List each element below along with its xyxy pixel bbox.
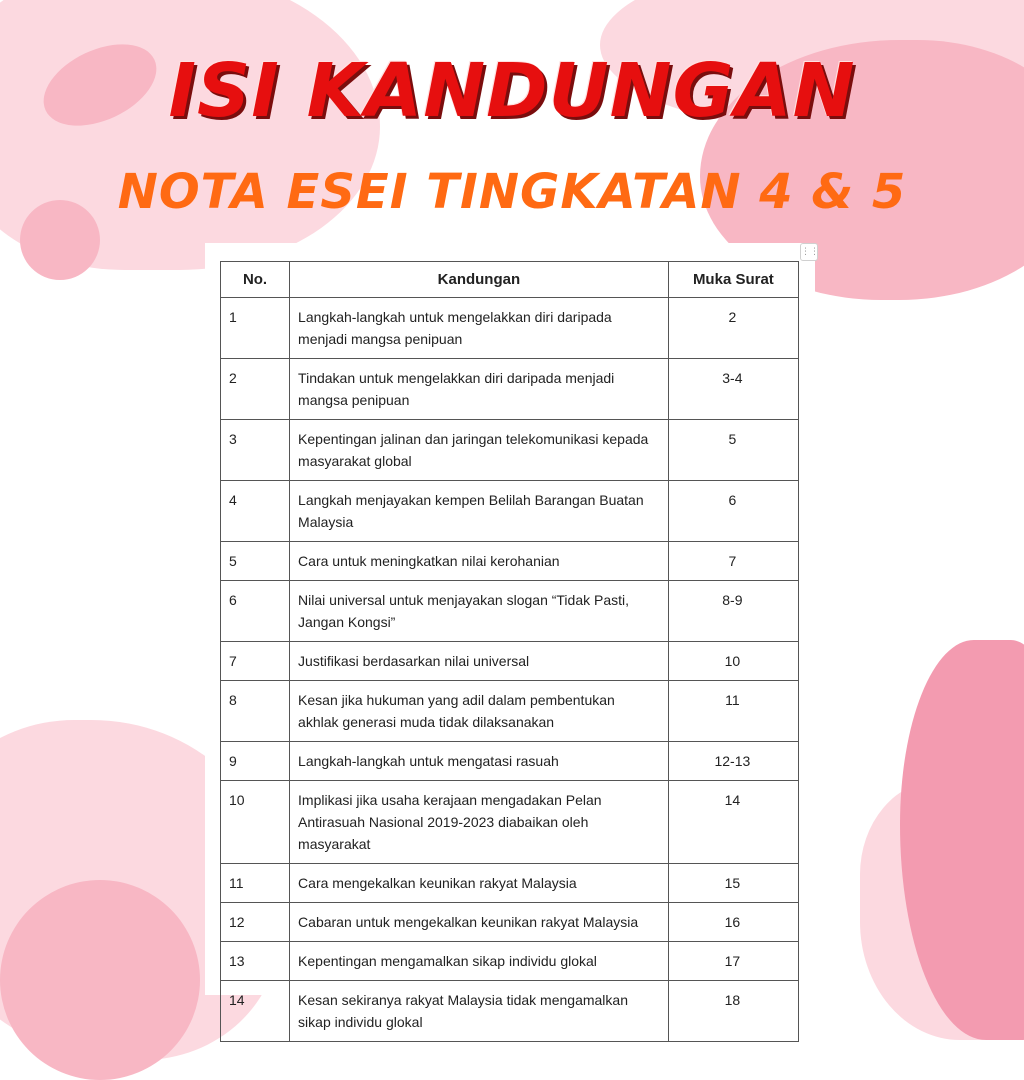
background-blob <box>0 880 200 1080</box>
table-row <box>221 481 799 542</box>
row-content: Nilai universal untuk menjayakan slogan “Tidak Pasti, Jangan Kongsi” <box>290 581 669 642</box>
table-row <box>221 681 799 742</box>
table-row <box>221 298 799 359</box>
table-row <box>221 359 799 420</box>
row-number: 10 <box>221 781 290 864</box>
row-number: 7 <box>221 642 290 681</box>
row-page: 15 <box>668 864 798 903</box>
row-page: 3-4 <box>668 359 798 420</box>
row-content: Langkah menjayakan kempen Belilah Barangan Buatan Malaysia <box>290 481 669 542</box>
row-content: Cabaran untuk mengekalkan keunikan rakyat Malaysia <box>290 903 669 942</box>
row-page: 2 <box>668 298 798 359</box>
row-number: 5 <box>221 542 290 581</box>
column-header-kandungan: Kandungan <box>290 262 669 298</box>
contents-table <box>220 261 799 1042</box>
row-page: 7 <box>668 542 798 581</box>
row-page: 6 <box>668 481 798 542</box>
row-number: 3 <box>221 420 290 481</box>
table-row <box>221 542 799 581</box>
row-content: Justifikasi berdasarkan nilai universal <box>290 642 669 681</box>
page-subtitle: NOTA ESEI TINGKATAN 4 & 5 <box>117 164 907 220</box>
table-row <box>221 864 799 903</box>
table-header-row <box>221 262 799 298</box>
row-content: Langkah-langkah untuk mengatasi rasuah <box>290 742 669 781</box>
row-number: 12 <box>221 903 290 942</box>
page-title: ISI KANDUNGAN <box>168 48 856 134</box>
row-content: Kesan jika hukuman yang adil dalam pembentukan akhlak generasi muda tidak dilaksanakan <box>290 681 669 742</box>
table-row <box>221 981 799 1042</box>
row-number: 6 <box>221 581 290 642</box>
row-number: 2 <box>221 359 290 420</box>
row-page: 12-13 <box>668 742 798 781</box>
row-page: 5 <box>668 420 798 481</box>
table-row <box>221 642 799 681</box>
row-content: Kesan sekiranya rakyat Malaysia tidak mengamalkan sikap individu glokal <box>290 981 669 1042</box>
table-row <box>221 420 799 481</box>
row-number: 9 <box>221 742 290 781</box>
row-page: 16 <box>668 903 798 942</box>
row-number: 14 <box>221 981 290 1042</box>
drag-handle-icon[interactable]: ⋮⋮ <box>800 243 818 261</box>
row-page: 18 <box>668 981 798 1042</box>
row-content: Kepentingan jalinan dan jaringan telekomunikasi kepada masyarakat global <box>290 420 669 481</box>
row-number: 1 <box>221 298 290 359</box>
row-content: Kepentingan mengamalkan sikap individu glokal <box>290 942 669 981</box>
row-number: 13 <box>221 942 290 981</box>
row-number: 4 <box>221 481 290 542</box>
table-row <box>221 742 799 781</box>
column-header-no: No. <box>221 262 290 298</box>
row-content: Tindakan untuk mengelakkan diri daripada menjadi mangsa penipuan <box>290 359 669 420</box>
row-content: Implikasi jika usaha kerajaan mengadakan Pelan Antirasuah Nasional 2019-2023 diabaikan oleh masyarakat <box>290 781 669 864</box>
table-row <box>221 781 799 864</box>
row-content: Cara mengekalkan keunikan rakyat Malaysia <box>290 864 669 903</box>
row-page: 17 <box>668 942 798 981</box>
row-number: 11 <box>221 864 290 903</box>
row-content: Cara untuk meningkatkan nilai kerohanian <box>290 542 669 581</box>
row-content: Langkah-langkah untuk mengelakkan diri daripada menjadi mangsa penipuan <box>290 298 669 359</box>
row-page: 8-9 <box>668 581 798 642</box>
table-row <box>221 581 799 642</box>
row-number: 8 <box>221 681 290 742</box>
row-page: 14 <box>668 781 798 864</box>
row-page: 10 <box>668 642 798 681</box>
column-header-muka-surat: Muka Surat <box>668 262 798 298</box>
table-row <box>221 903 799 942</box>
table-row <box>221 942 799 981</box>
row-page: 11 <box>668 681 798 742</box>
